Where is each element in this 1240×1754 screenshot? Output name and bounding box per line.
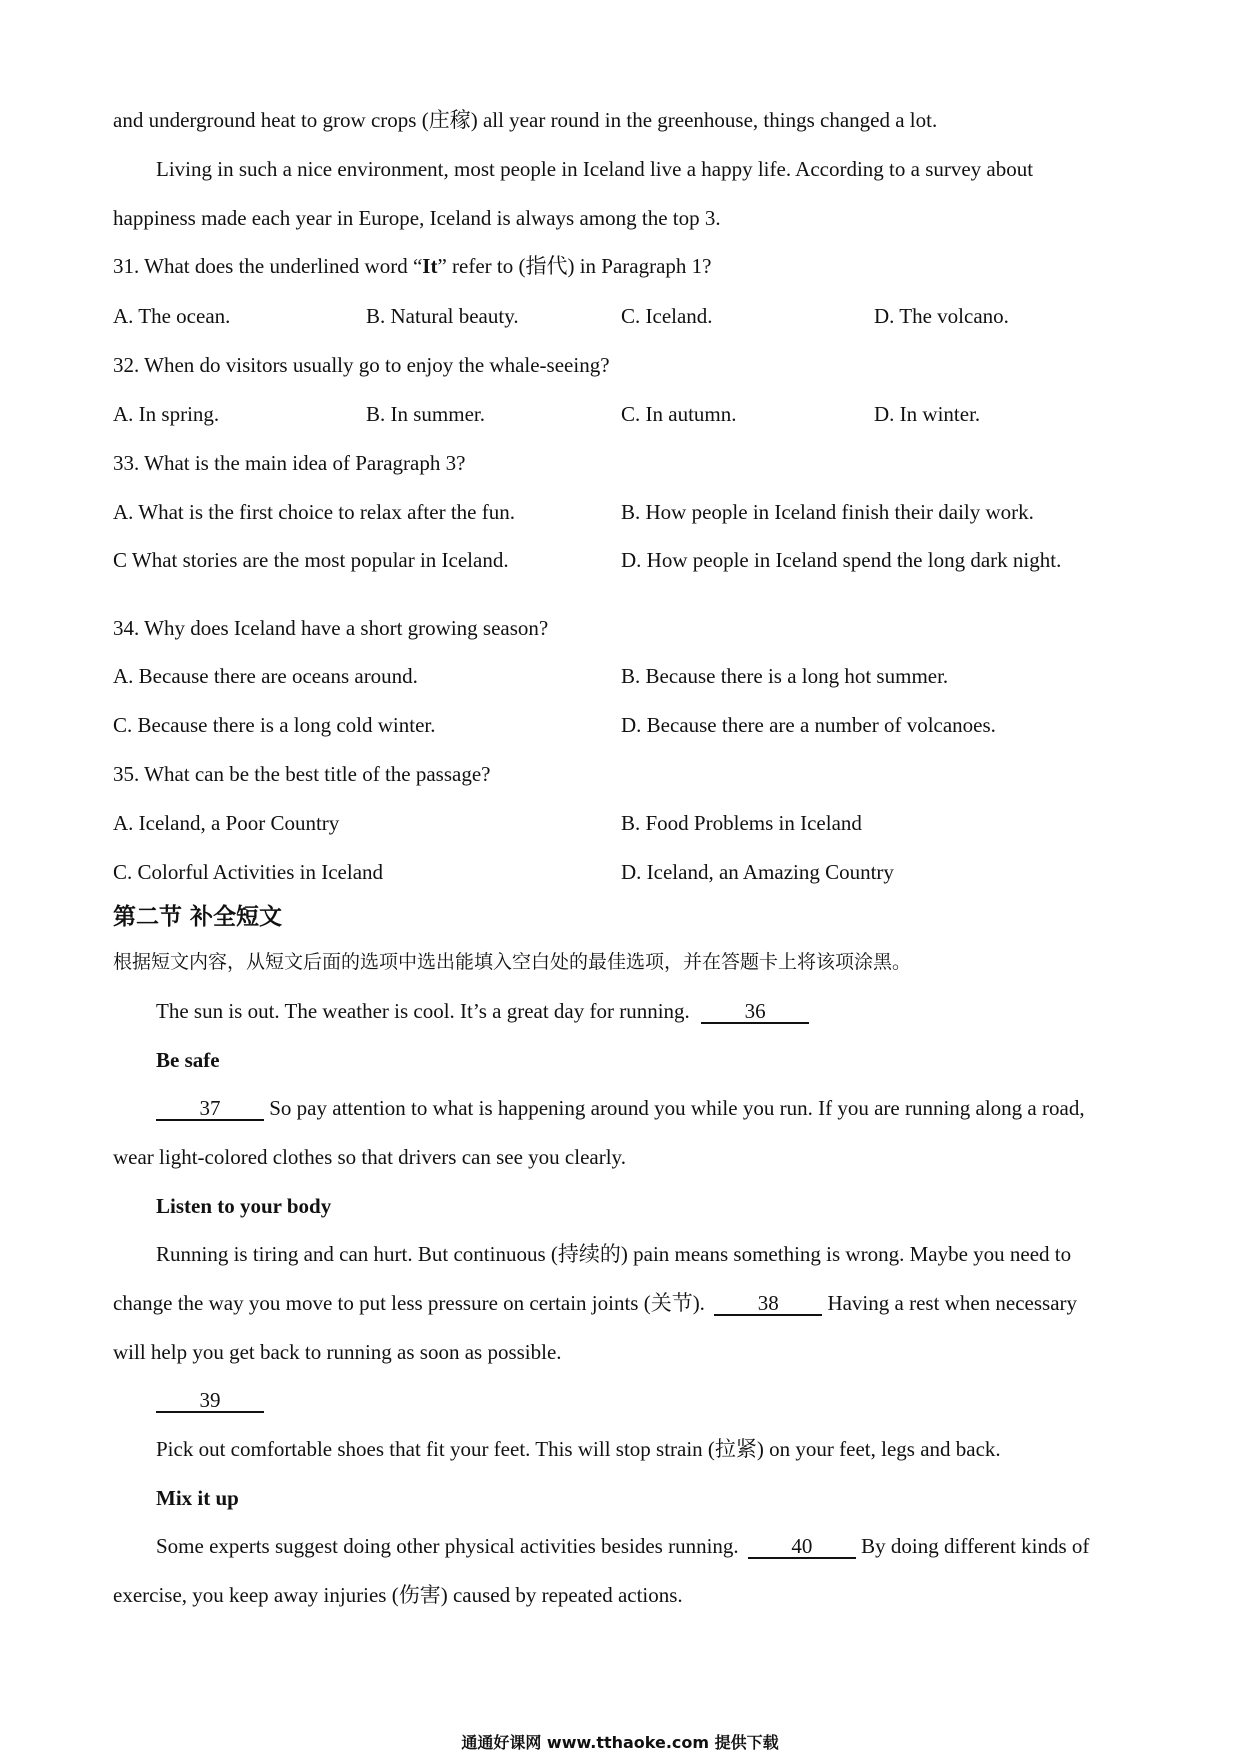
question-32-option-d: D. In winter.: [874, 402, 981, 426]
cloze-paragraph: Pick out comfortable shoes that fit your feet. This will stop strain (拉紧) on your feet, legs and back.: [156, 1437, 1001, 1461]
question-32-option-a: A. In spring.: [113, 402, 220, 426]
question-33-option-b: B. How people in Iceland finish their daily work.: [621, 500, 1034, 524]
blank-36: 36: [701, 1000, 809, 1024]
cloze-paragraph: Some experts suggest doing other physical activities besides running. 40 By doing different kinds of: [156, 1534, 1090, 1558]
question-32-stem: 32. When do visitors usually go to enjoy the whale-seeing?: [113, 353, 610, 377]
question-31-option-b: B. Natural beauty.: [366, 304, 519, 328]
cloze-line: change the way you move to put less pressure on certain joints (关节). 38 Having a rest when necessary: [113, 1291, 1078, 1315]
question-34-option-a: A. Because there are oceans around.: [113, 664, 418, 688]
blank-40: 40: [748, 1535, 856, 1559]
question-33-option-a: A. What is the first choice to relax after the fun.: [113, 500, 515, 524]
question-35-option-b: B. Food Problems in Iceland: [621, 811, 862, 835]
question-35-option-a: A. Iceland, a Poor Country: [113, 811, 340, 835]
question-34-option-b: B. Because there is a long hot summer.: [621, 664, 949, 688]
cloze-line: will help you get back to running as soon as possible.: [113, 1340, 562, 1364]
blank-39: 39: [156, 1389, 264, 1413]
blank-38: 38: [714, 1292, 822, 1316]
passage-paragraph: Living in such a nice environment, most people in Iceland live a happy life. According to a survey about: [156, 157, 1034, 181]
question-33-option-c: C What stories are the most popular in Iceland.: [113, 548, 509, 572]
section-instruction: 根据短文内容，从短文后面的选项中选出能填入空白处的最佳选项，并在答题卡上将该项涂黑。: [113, 951, 912, 973]
question-35-option-d: D. Iceland, an Amazing Country: [621, 860, 894, 884]
question-34-option-c: C. Because there is a long cold winter.: [113, 713, 436, 737]
question-33-stem: 33. What is the main idea of Paragraph 3?: [113, 451, 466, 475]
underlined-word: It: [422, 254, 438, 278]
cloze-intro: The sun is out. The weather is cool. It’s a great day for running. 36: [156, 997, 809, 1025]
question-33-option-d: D. How people in Iceland spend the long dark night.: [621, 548, 1062, 572]
cloze-paragraph: 37 So pay attention to what is happening around you while you run. If you are running along a road,: [156, 1094, 1085, 1122]
cloze-paragraph: Running is tiring and can hurt. But continuous (持续的) pain means something is wrong. Maybe you need to: [156, 1242, 1072, 1266]
question-31-option-c: C. Iceland.: [621, 304, 713, 328]
subheading-be-safe: Be safe: [156, 1048, 220, 1072]
question-34-option-d: D. Because there are a number of volcanoes.: [621, 713, 996, 737]
subheading-listen: Listen to your body: [156, 1194, 332, 1218]
page-footer[interactable]: 通通好课网 www.tthaoke.com 提供下载: [461, 1733, 779, 1752]
cloze-line: exercise, you keep away injuries (伤害) caused by repeated actions.: [113, 1583, 683, 1607]
question-34-stem: 34. Why does Iceland have a short growing season?: [113, 616, 549, 640]
question-32-option-b: B. In summer.: [366, 402, 485, 426]
cloze-heading-blank: [156, 1386, 264, 1414]
question-31-option-a: A. The ocean.: [113, 304, 231, 328]
question-35-stem: 35. What can be the best title of the passage?: [113, 762, 491, 786]
section-title: 第二节 补全短文: [113, 904, 283, 930]
passage-line: happiness made each year in Europe, Iceland is always among the top 3.: [113, 206, 721, 230]
question-32-option-c: C. In autumn.: [621, 402, 737, 426]
question-31-stem: 31. What does the underlined word “It” refer to (指代) in Paragraph 1?: [113, 254, 712, 278]
passage-line: and underground heat to grow crops (庄稼) all year round in the greenhouse, things changed a lot.: [113, 108, 938, 132]
question-31-option-d: D. The volcano.: [874, 304, 1009, 328]
subheading-mix: Mix it up: [156, 1486, 239, 1510]
question-35-option-c: C. Colorful Activities in Iceland: [113, 860, 384, 884]
cloze-line: wear light-colored clothes so that drivers can see you clearly.: [113, 1145, 626, 1169]
blank-37: 37: [156, 1097, 264, 1121]
